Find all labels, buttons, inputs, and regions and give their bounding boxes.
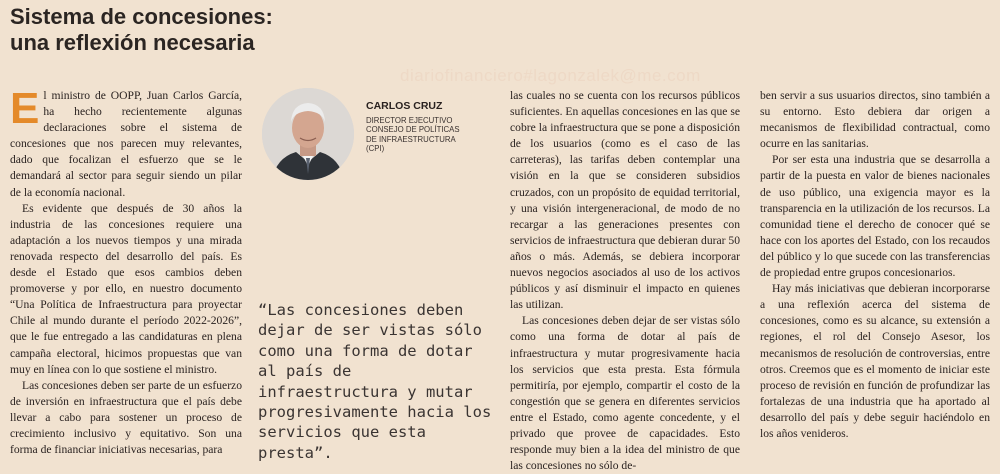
paragraph: [10, 84, 242, 201]
paragraph: Por ser esta una industria que se desarrolla a partir de la puesta en valor de bienes nacionales de uso público, una exigencia mayor es la transparencia en la utilización de los recursos. La comunidad tiene el derecho de conocer qué se hace con los aportes del Estado, con los recaudos del público y lo que sucede con las transferencias de propiedad entre grupos concesionarios.: [760, 153, 990, 280]
author-title-line: (CPI): [366, 144, 385, 154]
author-title-line: DIRECTOR EJECUTIVO: [366, 116, 453, 125]
paragraph: Las concesiones deben dejar de ser vistas sólo como una forma de dotar al país de infraestructura y mutar progresivamente hacia los servicios que esta presta. Esta fórmula permitiría, por ejemplo, compartir el costo de la congestión que se genera en diferentes servicios entre el Estado, como agente concedente, y el privado que provee de capacidades. Esto responde muy bien a la idea del ministro de que las concesiones no sólo de-: [510, 314, 740, 473]
headline: [10, 4, 430, 56]
paragraph: Las concesiones deben ser parte de un esfuerzo de inversión en infraestructura que el país debe llevar a cabo para sostener un proceso de crecimiento inclusivo y equitativo. Son una forma de financiar iniciativas necesarias, para: [10, 378, 242, 457]
headline-line-2: una reflexión necesaria: [10, 30, 255, 55]
paragraph-text: l ministro de OOPP, Juan Carlos García, ha hecho recientemente algunas declaraciones sobre el sistema de concesiones que nos parecen muy relevantes, dado que focalizan el esfuerzo que se le demandará al sector para seguir siendo un pilar de la economía nacional.: [10, 89, 242, 199]
author-portrait-icon: [262, 88, 354, 180]
headline-line-1: Sistema de concesiones:: [10, 4, 273, 29]
author-byline: [366, 100, 496, 154]
article-column-4: [760, 88, 990, 442]
drop-cap: E: [10, 84, 40, 133]
paragraph: Es evidente que después de 30 años la industria de las concesiones requiere una adaptación a los nuevos tiempos y una mirada renovada respecto del desarrollo del país. Es desde el Estado que esos cambios deben promoverse y por ello, en nuestro documento “Una Política de Infraestructura para proyectar Chile al mundo durante el período 2022-2026”, que le fue entregado a las candidaturas en plena campaña electoral, hicimos propuestas que van muy en línea con lo que sostiene el ministro.: [10, 201, 242, 376]
author-photo: [262, 88, 354, 180]
article-column-1: [10, 84, 242, 458]
paragraph: las cuales no se cuenta con los recursos públicos suficientes. En aquellas concesiones en las que se cobre la infraestructura que se pone a disposición de los usuarios (como es el caso de las carreteras), las tarifas deben contemplar una visión en la que se consideren subsidios cruzados, con un propósito de equidad territorial, y una visión intergeneracional, de modo de no recargar a las generaciones presentes con servicios de infraestructura que debieran durar 50 años o más. Además, se debiera incorporar nuevos negocios asociados al uso de los activos públicos y así disminuir el impacto en quienes las utilizan.: [510, 89, 740, 312]
watermark: diariofinanciero#lagonzalek@me.com: [400, 66, 701, 85]
pull-quote: “Las concesiones deben dejar de ser vistas sólo como una forma de dotar al país de infraestructura y mutar progresivamente hacia los servicios que esta presta”.: [258, 301, 492, 462]
paragraph: ben servir a sus usuarios directos, sino también a su entorno. Esto debiera dar origen a mecanismos de flexibilidad contractual, como ocurre en las sanitarias.: [760, 89, 990, 151]
paragraph: Hay más iniciativas que debieran incorporarse a una reflexión acerca del sistema de concesiones, como es su alcance, su extensión a regiones, el rol del Consejo Asesor, los mecanismos de resolución de controversias, entre otros. Creemos que es el momento de iniciar este proceso de revisión en función de profundizar las fortalezas de una industria que ha aportado al desarrollo del país y debe seguir haciéndolo en los años venideros.: [760, 282, 990, 440]
article-column-3: [510, 88, 740, 474]
author-title-line: CONSEJO DE POLÍTICAS: [366, 125, 460, 135]
author-title: [366, 116, 496, 154]
author-title-line: DE INFRAESTRUCTURA: [366, 134, 456, 144]
author-name: CARLOS CRUZ: [366, 100, 443, 112]
